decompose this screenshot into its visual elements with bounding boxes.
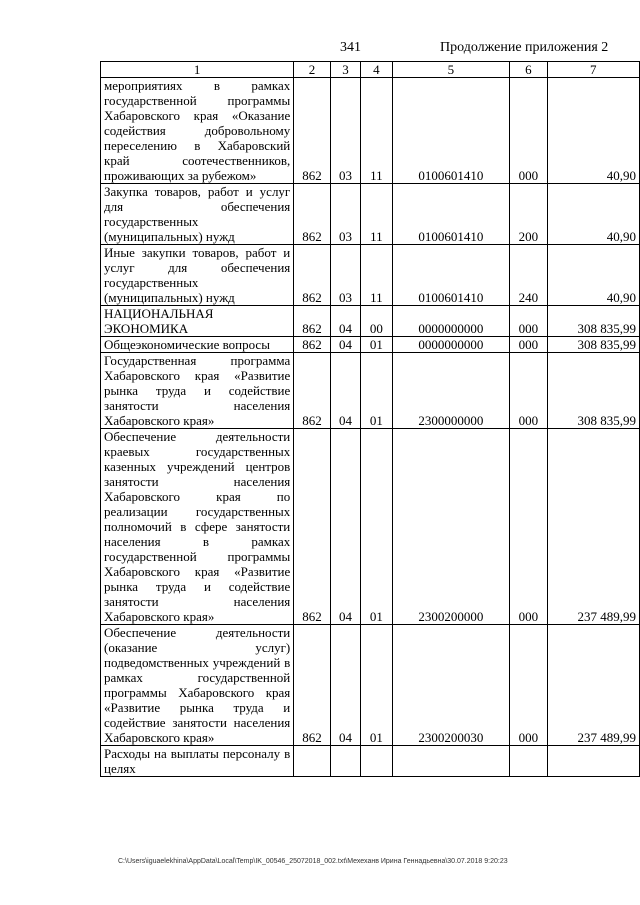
table-row [101,337,640,353]
cell-subsection: 01 [361,429,392,625]
row-name [101,306,294,337]
cell-section: 03 [330,184,360,245]
cell-expense-type: 000 [510,429,547,625]
row-name-body: Обеспечение деятельности (оказание услуг) подведомственных учреждений в рамках государственной программы Хабаровского края «Развитие рынка труда и содействие занятости населения [104,625,291,730]
row-name [101,184,294,245]
cell-target-article: 2300200030 [392,625,510,746]
cell-target-article: 0100601410 [392,78,510,184]
cell-amount: 237 489,99 [547,625,639,746]
cell-ministry: 862 [294,429,330,625]
cell-section: 04 [330,625,360,746]
cell-ministry: 862 [294,245,330,306]
cell-amount: 308 835,99 [547,353,639,429]
row-name-body: Закупка товаров, работ и услуг для обеспечения государственных [104,184,291,229]
cell-section: 03 [330,245,360,306]
table-row [101,306,640,337]
file-path-footer: C:\Users\iguaelekhina\AppData\Local\Temp\IK_00546_25072018_002.txt\Мехеханв Ирина Геннадьевна\30.07.2018 9:20:23 [118,858,508,865]
cell-ministry: 862 [294,337,330,353]
cell-ministry: 862 [294,353,330,429]
cell-target-article: 0000000000 [392,306,510,337]
cell-amount: 237 489,99 [547,429,639,625]
row-name [101,746,294,777]
col-header-3: 3 [330,62,360,78]
col-header-7: 7 [547,62,639,78]
row-name-body: мероприятиях в рамках государственной программы Хабаровского края «Оказание содействия добровольному переселению в Хабаровский край соотечественников, [104,78,291,168]
cell-section: 04 [330,306,360,337]
cell-ministry: 862 [294,306,330,337]
row-name-body: Расходы на выплаты персоналу в целях [104,746,291,776]
table-row [101,625,640,746]
row-name-body: Обеспечение деятельности краевых государственных казенных учреждений центров занятости населения Хабаровского края по реализации государственных полномочий в сфере занятости населения в рамках государственной программы Хабаровского края «Развитие рынка труда и содействие занятости населения [104,429,291,609]
page-number: 341 [340,40,361,55]
cell-amount [547,746,639,777]
cell-expense-type: 200 [510,184,547,245]
cell-subsection [361,746,392,777]
cell-target-article: 0000000000 [392,337,510,353]
cell-section [330,746,360,777]
row-name-last: Хабаровского края» [104,730,215,745]
cell-amount: 308 835,99 [547,306,639,337]
cell-amount: 40,90 [547,184,639,245]
cell-section: 04 [330,429,360,625]
budget-table [100,61,640,777]
table-row [101,746,640,777]
col-header-5: 5 [392,62,510,78]
cell-ministry: 862 [294,184,330,245]
row-name-last: Хабаровского края» [104,609,215,624]
cell-ministry [294,746,330,777]
cell-section: 04 [330,337,360,353]
cell-expense-type: 240 [510,245,547,306]
row-name-last: проживающих за рубежом» [104,168,257,183]
cell-ministry: 862 [294,78,330,184]
cell-target-article: 0100601410 [392,245,510,306]
row-name-last: (муниципальных) нужд [104,290,235,305]
cell-subsection: 11 [361,184,392,245]
cell-amount: 308 835,99 [547,337,639,353]
cell-subsection: 11 [361,245,392,306]
cell-target-article: 2300000000 [392,353,510,429]
cell-amount: 40,90 [547,245,639,306]
row-name-body: Государственная программа Хабаровского края «Развитие рынка труда и содействие занятости населения [104,353,291,413]
row-name-last: (муниципальных) нужд [104,229,235,244]
cell-amount: 40,90 [547,78,639,184]
cell-expense-type: 000 [510,306,547,337]
cell-ministry: 862 [294,625,330,746]
table-row [101,184,640,245]
row-name-body: НАЦИОНАЛЬНАЯ [104,306,214,321]
row-name [101,78,294,184]
cell-target-article: 0100601410 [392,184,510,245]
table-row [101,245,640,306]
cell-target-article: 2300200000 [392,429,510,625]
cell-expense-type: 000 [510,337,547,353]
cell-expense-type: 000 [510,625,547,746]
row-name-last: ЭКОНОМИКА [104,321,189,336]
col-header-1: 1 [101,62,294,78]
row-name [101,337,294,353]
table-row [101,353,640,429]
cell-section: 04 [330,353,360,429]
continuation-label: Продолжение приложения 2 [440,40,609,55]
header-row [101,62,640,78]
row-name [101,625,294,746]
table-row [101,429,640,625]
row-name-body: Иные закупки товаров, работ и услуг для обеспечения государственных [104,245,291,290]
cell-expense-type: 000 [510,353,547,429]
row-name-last: Общеэкономические вопросы [104,337,270,352]
cell-subsection: 11 [361,78,392,184]
col-header-4: 4 [361,62,392,78]
col-header-6: 6 [510,62,547,78]
table-row [101,78,640,184]
col-header-2: 2 [294,62,330,78]
cell-subsection: 01 [361,353,392,429]
row-name-last: Хабаровского края» [104,413,215,428]
cell-subsection: 01 [361,337,392,353]
cell-expense-type [510,746,547,777]
cell-subsection: 01 [361,625,392,746]
row-name [101,245,294,306]
cell-target-article [392,746,510,777]
row-name [101,353,294,429]
row-name [101,429,294,625]
cell-subsection: 00 [361,306,392,337]
cell-expense-type: 000 [510,78,547,184]
cell-section: 03 [330,78,360,184]
